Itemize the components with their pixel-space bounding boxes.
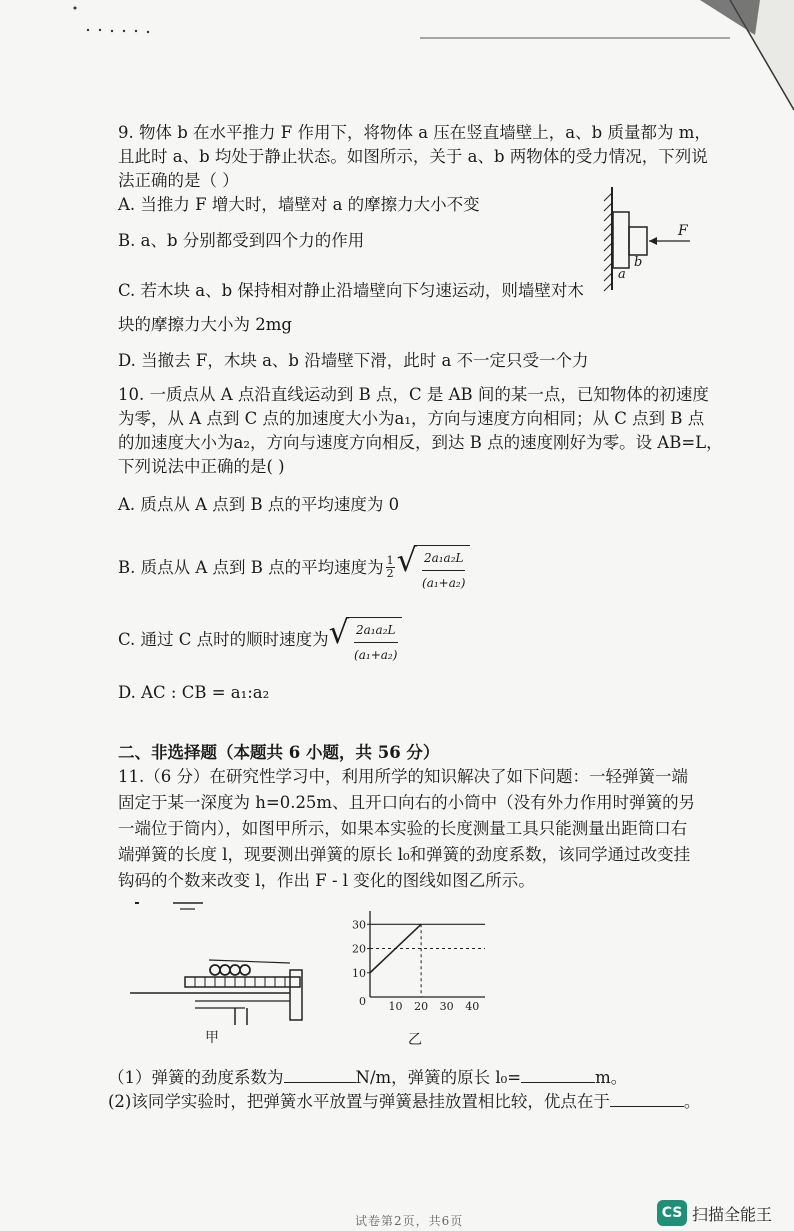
q9-option-c-line-1: C. 若木块 a、b 保持相对静止沿墙壁向下匀速运动，则墙壁对木 [118,281,584,300]
sqrt-icon: √ [396,541,418,579]
fraction-num: 1 [386,554,394,567]
page-footer: 试卷第2页，共6页 [355,1214,464,1228]
sqrt-icon: √ [328,613,350,651]
q10-option-c [118,612,402,667]
q9-wall-figure [598,185,708,295]
camscanner-brand: 扫描全能王 [692,1205,773,1224]
force-label-f: F [678,223,688,239]
block-b [629,227,647,255]
q11-stem-line-1: 11.（6 分）在研究性学习中，利用所学的知识解决了如下问题：一轻弹簧一端 [118,767,688,786]
label-a: a [618,267,626,282]
arrow-icon [649,237,657,245]
q10-stem-line-1: 10. 一质点从 A 点沿直线运动到 B 点，C 是 AB 间的某一点，已知物体的初速度 [118,385,709,404]
scan-edge-artifact [400,0,794,120]
block-a [613,212,629,268]
y-tick-label: 10 [352,966,366,980]
q10-option-a: A. 质点从 A 点到 B 点的平均速度为 0 [118,495,400,514]
q9-option-d: D. 当撤去 F，木块 a、b 沿墙壁下滑，此时 a 不一定只受一个力 [118,351,589,370]
q11-stem-line-2: 固定于某一深度为 h=0.25m、且开口向右的小筒中（没有外力作用时弹簧的另 [118,793,696,812]
x-tick-label: 20 [414,1000,429,1013]
sqrt-numerator: 2a₁a₂L [422,546,466,571]
sqrt-denominator: (a₁+a₂) [354,648,398,662]
f-l-chart [340,905,500,1025]
q9-stem-line-2: 且此时 a、b 均处于静止状态。如图所示，关于 a、b 两物体的受力情况，下列说 [118,147,708,166]
answer-blank-k[interactable] [284,1066,356,1083]
q11-sub1-text-c: m。 [595,1068,628,1087]
x-tick-label: 10 [388,1000,403,1013]
x-tick-label: 40 [465,1000,480,1013]
camscanner-logo: CS [657,1200,687,1226]
q9-stem-line-1: 9. 物体 b 在水平推力 F 作用下，将物体 a 压在竖直墙壁上，a、b 质量都为 m， [118,123,711,142]
half-fraction [386,555,395,580]
answer-blank-l0[interactable] [521,1066,595,1083]
q10-stem-line-3: 的加速度大小为a₂，方向与速度方向相反，到达 B 点的速度刚好为零。设 AB=L， [118,433,723,452]
wall-diagram-svg [598,185,708,295]
spring-tube-diagram [125,895,315,1025]
x-tick-label: 30 [439,1000,454,1013]
q9-option-c-line-2: 块的摩擦力大小为 2mg [118,315,292,334]
sqrt-denominator: (a₁+a₂) [422,576,466,590]
q10-option-c-text: C. 通过 C 点时的顺时速度为 [118,629,329,649]
fig-jia-label: 甲 [205,1030,219,1046]
origin-label: 0 [359,995,366,1008]
q10-option-b [118,540,470,595]
spring-coils [210,965,250,975]
label-b: b [634,255,643,270]
q11-stem-line-4: 端弹簧的长度 l，现要测出弹簧的原长 l₀和弹簧的劲度系数，该同学通过改变挂 [118,845,691,864]
q9-option-a: A. 当推力 F 增大时，墙壁对 a 的摩擦力大小不变 [118,195,480,214]
q11-sub2 [108,1090,700,1113]
fraction-den: 2 [386,567,394,580]
q10-stem-line-4: 下列说法中正确的是( ) [118,457,285,476]
q11-sub1-text-b: N/m，弹簧的原长 l₀= [355,1068,522,1087]
q9-stem-line-3: 法正确的是（ ） [118,171,239,190]
q10-stem-line-2: 为零，从 A 点到 C 点的加速度大小为a₁，方向与速度方向相同；从 C 点到 B 点 [118,409,705,428]
sqrt-numerator: 2a₁a₂L [354,618,398,643]
fig-jia [125,895,315,1045]
fig-yi [340,905,500,1050]
q11-sub1-text-a: （1）弹簧的劲度系数为 [108,1068,284,1087]
sqrt-expression-c [329,612,403,667]
section-2-title: 二、非选择题（本题共 6 小题，共 56 分） [118,743,440,762]
y-tick-label: 30 [352,918,366,932]
q10-option-d: D. AC : CB = a₁:a₂ [118,683,270,702]
scan-dots-artifact [70,0,170,40]
y-tick-label: 20 [352,942,366,956]
q9-option-b: B. a、b 分别都受到四个力的作用 [118,231,365,250]
q11-sub2-end: 。 [683,1092,701,1111]
sqrt-expression [397,540,471,595]
q11-stem-line-3: 一端位于筒内），如图甲所示，如果本实验的长度测量工具只能测量出距筒口右 [118,819,688,838]
q10-option-b-text: B. 质点从 A 点到 B 点的平均速度为 [118,557,384,577]
q11-sub1 [108,1066,627,1089]
fig-yi-label: 乙 [408,1032,422,1048]
q11-stem-line-5: 钩码的个数来改变 l，作出 F - l 变化的图线如图乙所示。 [118,871,535,890]
answer-blank-advantage[interactable] [610,1090,684,1107]
q11-sub2-text: (2)该同学实验时，把弹簧水平放置与弹簧悬挂放置相比较，优点在于 [108,1092,610,1111]
